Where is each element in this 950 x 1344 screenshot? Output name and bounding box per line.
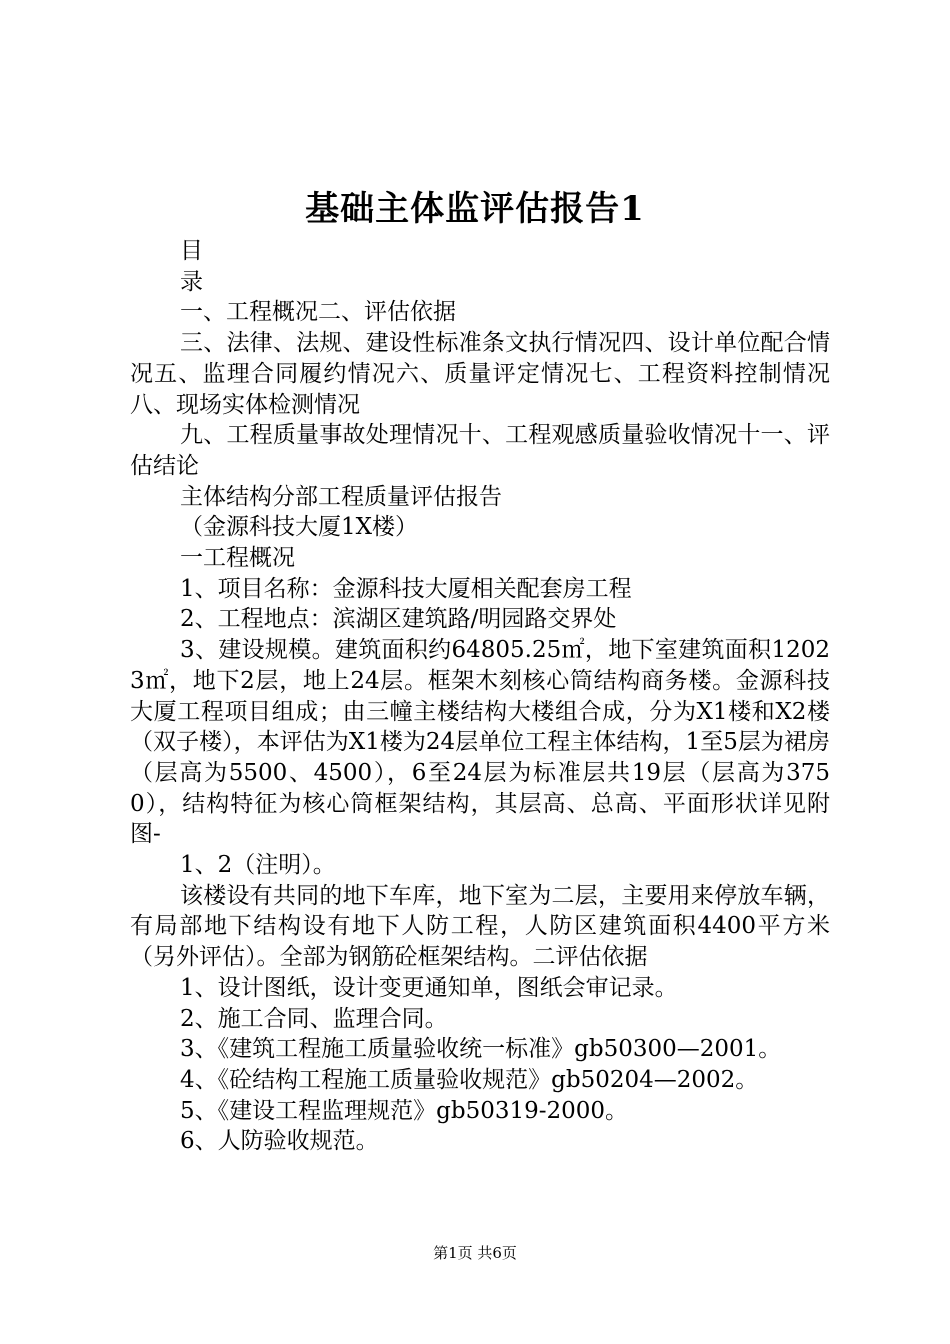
toc-line-3: 九、工程质量事故处理情况十、工程观感质量验收情况十一、评估结论 bbox=[130, 422, 830, 479]
toc-line-1: 一、工程概况二、评估依据 bbox=[180, 299, 456, 326]
page-number-footer: 第1页 共6页 bbox=[433, 1244, 517, 1262]
toc-heading-char-2: 录 bbox=[180, 268, 203, 295]
document-body bbox=[130, 236, 830, 1157]
basis-item-2: 2、施工合同、监理合同。 bbox=[180, 1005, 448, 1032]
basement-description: 该楼设有共同的地下车库，地下室为二层，主要用来停放车辆，有局部地下结构设有地下人防工程，人防区建筑面积4400平方米（另外评估）。全部为钢筋砼框架结构。二评估依据 bbox=[130, 882, 830, 971]
basis-item-4: 4、《砼结构工程施工质量验收规范》gb50204—2002。 bbox=[180, 1066, 759, 1093]
project-location: 2、工程地点：滨湖区建筑路/明园路交界处 bbox=[180, 606, 617, 633]
basis-item-6: 6、人防验收规范。 bbox=[180, 1128, 379, 1155]
toc-line-2: 三、法律、法规、建设性标准条文执行情况四、设计单位配合情况五、监理合同履约情况六、质量评定情况七、工程资料控制情况八、现场实体检测情况 bbox=[130, 330, 830, 418]
section-heading-overview: 一工程概况 bbox=[180, 545, 295, 572]
report-heading: 主体结构分部工程质量评估报告 bbox=[180, 483, 502, 510]
basis-item-5: 5、《建设工程监理规范》gb50319-2000。 bbox=[180, 1097, 629, 1124]
toc-heading-char-1: 目 bbox=[180, 238, 203, 264]
project-scale-note: 1、2（注明）。 bbox=[180, 852, 336, 879]
document-title: 基础主体监评估报告1 bbox=[305, 189, 645, 229]
basis-item-3: 3、《建筑工程施工质量验收统一标准》gb50300—2001。 bbox=[180, 1036, 782, 1063]
report-subheading: （金源科技大厦1X楼） bbox=[180, 514, 419, 541]
project-name: 1、项目名称：金源科技大厦相关配套房工程 bbox=[180, 575, 632, 602]
project-scale: 3、建设规模。建筑面积约64805.25㎡，地下室建筑面积12023㎡，地下2层，地上24层。框架木刻核心筒结构商务楼。金源科技大厦工程项目组成；由三幢主楼结构大楼组合成，分为X1楼和X2楼（双子楼），本评估为X1楼为24层单位工程主体结构，1至5层为裙房（层高为5500、4500），6至24层为标准层共19层（层高为3750），结构特征为核心筒框架结构，其层高、总高、平面形状详见附图- bbox=[130, 637, 830, 848]
basis-item-1: 1、设计图纸，设计变更通知单，图纸会审记录。 bbox=[180, 974, 678, 1001]
